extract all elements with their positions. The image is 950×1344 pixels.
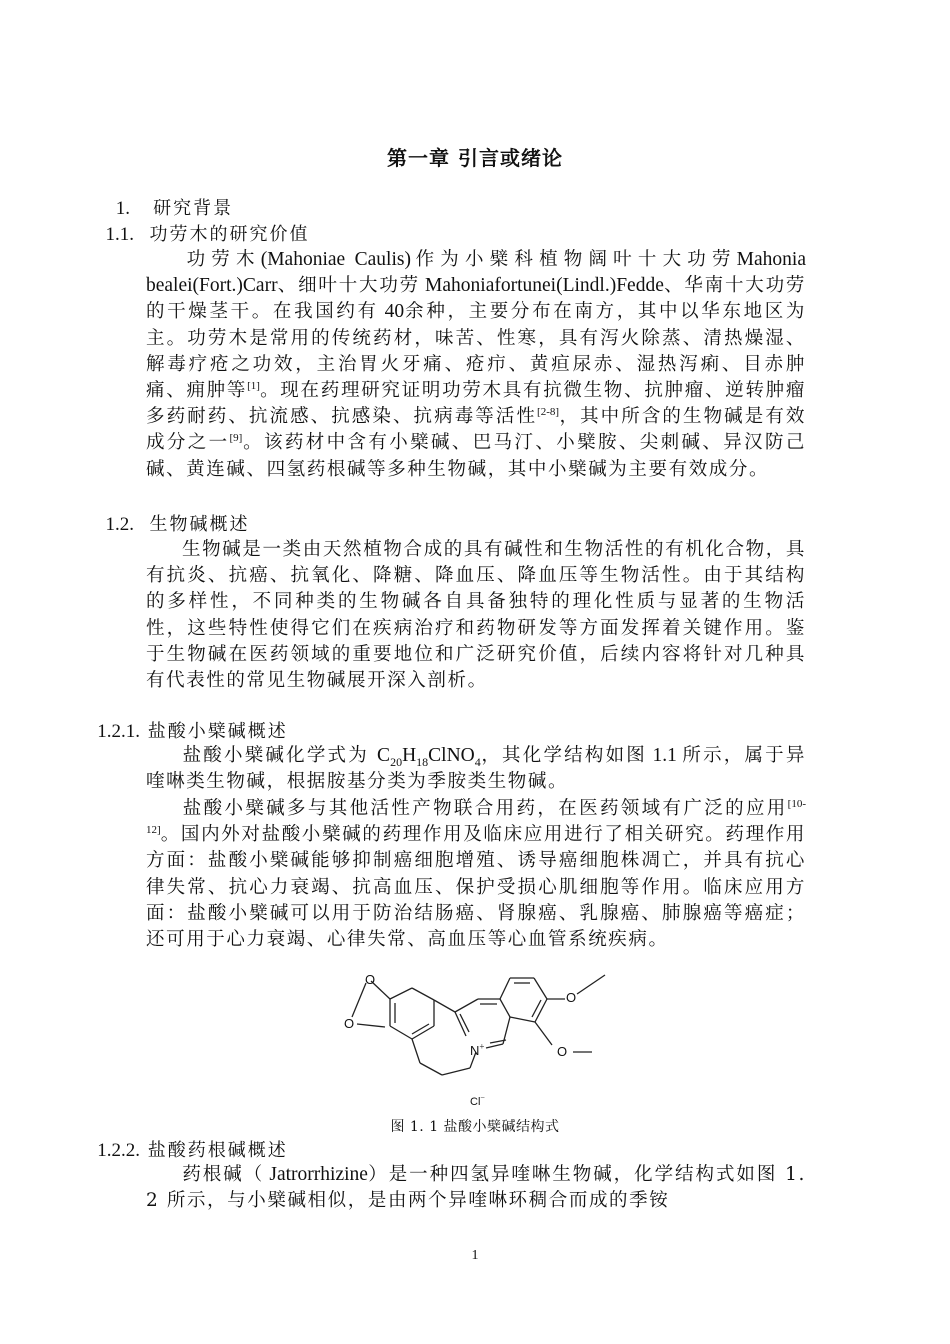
atom-label: O [566,990,577,1005]
chapter-title: 第一章 引言或绪论 [387,146,563,170]
heading-number: 1.2. [105,514,134,535]
heading-number: 1.2.2. [97,1140,140,1161]
paragraph-berberine-applications: 盐酸小檗碱多与其他活性产物联合用药，在医药领域有广泛的应用[10-12]。国内外对盐酸小檗碱的药理作用及临床应用进行了相关研究。药理作用方面：盐酸小檗碱能够抑制癌细胞增殖、诱导癌细胞株凋亡，并具有抗心律失常、抗心力衰竭、抗高血压、保护受损心肌细胞等作用。临床应用方面：盐酸小檗碱可以用于防治结肠癌、肾腺癌、乳腺癌、肺腺癌等癌症；还可用于心力衰竭、心律失常、高血压等心血管系统疾病。 [146,797,806,951]
chemical-formula: $C_{20}H_{18}ClNO_4$ [377,745,481,769]
heading-1-2 [90,510,249,536]
citation: [10-12] [146,797,806,837]
page-number: 1 [471,1248,479,1263]
citation: [9] [229,432,243,445]
atom-label-nitrogen: N+ [470,1041,485,1058]
heading-text: 功劳木的研究价值 [149,224,310,245]
heading-text: 研究背景 [153,198,234,219]
citation: [1] [247,379,260,392]
paragraph-berberine-formula: 盐酸小檗碱化学式为 $C_{20}H_{18}ClNO_4$，其化学结构如图 1.1 所示，属于异喹啉类生物碱，根据胺基分类为季胺类生物碱。 [146,745,806,793]
heading-text: 盐酸药根碱概述 [147,1140,288,1161]
paragraph-gonglaomu: 功劳木(Mahoniae Caulis)作为小檗科植物阔叶十大功劳Mahonia bealei(Fort.)Carr、细叶十大功劳 Mahoniafortunei(Lindl.)Fedde、华南十大功劳的干燥茎干。在我国约有 40余种，主要分布在南方，其中以华东地区为主。功劳木是常用的传统药材，味苦、性寒，具有泻火除蒸、清热燥湿、解毒疗疮之功效，主治胃火牙痛、疮疖、黄疸尿赤、湿热泻痢、目赤肿痛、痈肿等[1]。现在药理研究证明功劳木具有抗微生物、抗肿瘤、逆转肿瘤多药耐药、抗流感、抗感染、抗病毒等活性[2-8]，其中所含的生物碱是有效成分之一[9]。该药材中含有小檗碱、巴马汀、小檗胺、尖刺碱、异汉防己碱、黄连碱、四氢药根碱等多种生物碱，其中小檗碱为主要有效成分。 [146,249,807,480]
atom-label: O [557,1044,568,1059]
heading-1-1 [90,220,309,246]
heading-number: 1. [115,198,130,219]
heading-1 [90,194,233,220]
figure-caption: 图 1. 1 盐酸小檗碱结构式 [390,1119,560,1135]
paragraph-jatrorrhizine: 药根碱（ Jatrorrhizine）是一种四氢异喹啉生物碱，化学结构式如图 1. 2 所示，与小檗碱相似，是由两个异喹啉环稠合而成的季铵 [146,1164,806,1212]
heading-1-2-2 [86,1136,288,1162]
atom-label: O [344,1016,355,1031]
heading-number: 1.1. [105,224,134,245]
heading-number: 1.2.1. [97,721,140,742]
paragraph-alkaloids: 生物碱是一类由天然植物合成的具有碱性和生物活性的有机化合物，具有抗炎、抗癌、抗氧化、降糖、降血压、降血压等生物活性。由于其结构的多样性，不同种类的生物碱各自具备独特的理化性质与显著的生物活性，这些特性使得它们在疾病治疗和药物研发等方面发挥着关键作用。鉴于生物碱在医药领域的重要地位和广泛研究价值，后续内容将针对几种具有代表性的常见生物碱展开深入剖析。 [146,539,806,692]
heading-text: 盐酸小檗碱概述 [147,721,288,742]
atom-label: O [365,972,376,987]
heading-text: 生物碱概述 [149,514,250,535]
citation: [2-8] [537,406,560,419]
counter-ion-label: Cl− [470,1093,485,1108]
heading-1-2-1 [86,717,288,743]
